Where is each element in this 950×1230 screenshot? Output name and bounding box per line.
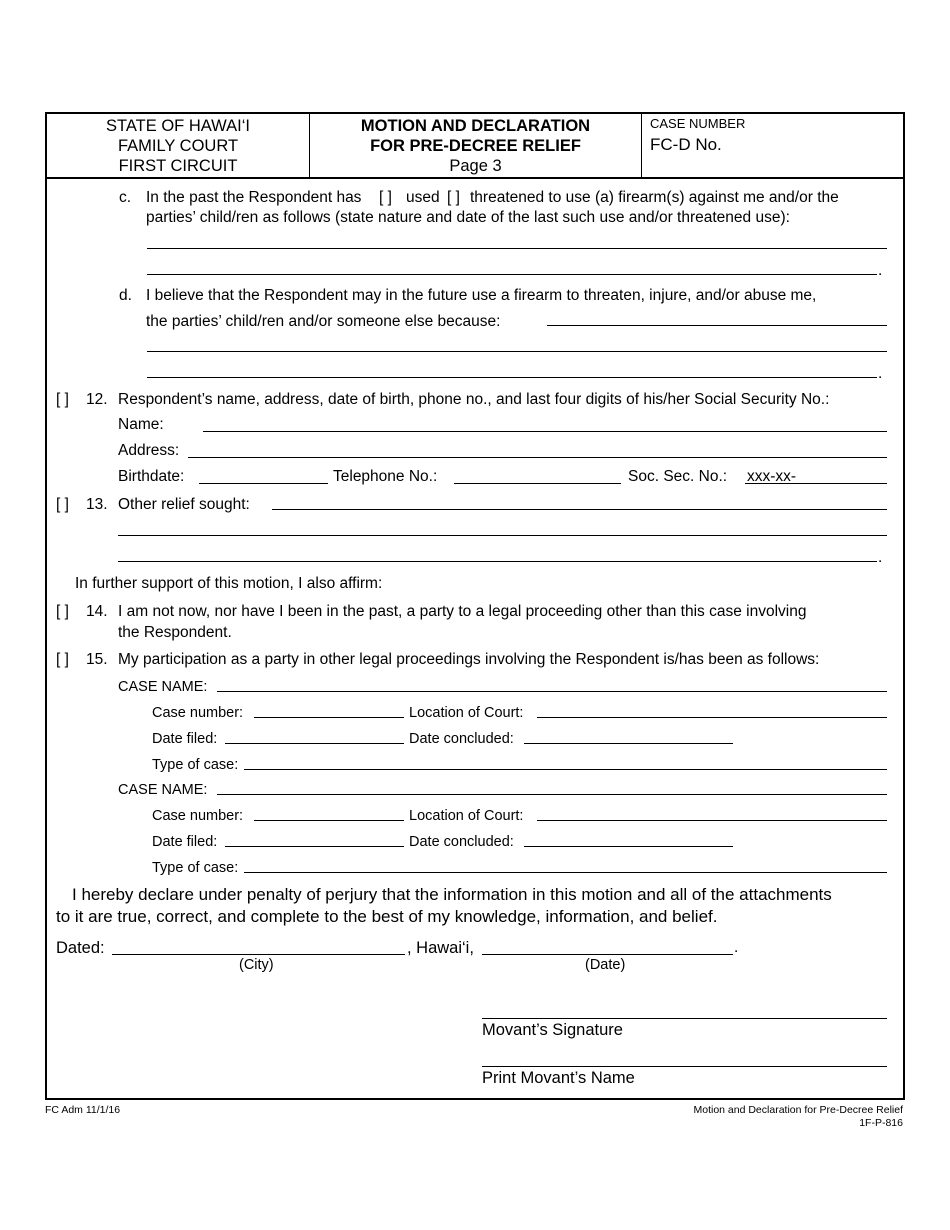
dated-date-field[interactable] [482, 954, 733, 955]
declaration-line2: to it are true, correct, and complete to the best of my knowledge, information, and belief. [56, 907, 718, 926]
item-14-text-line1: I am not now, nor have I been in the past, a party to a legal proceeding other than this case involving [118, 603, 807, 620]
city-caption: (City) [239, 957, 274, 973]
case1-location-label: Location of Court: [409, 705, 524, 721]
dated-hawaii-label: , Hawai‘i, [407, 939, 474, 957]
respondent-name-label: Name: [118, 416, 164, 433]
respondent-ssn-prefix: xxx-xx- [747, 468, 797, 485]
respondent-name-field[interactable] [203, 431, 887, 432]
case1-number-field[interactable] [254, 717, 404, 718]
respondent-telephone-field[interactable] [454, 483, 621, 484]
date-caption: (Date) [585, 957, 626, 973]
further-support-text: In further support of this motion, I also affirm: [75, 575, 383, 592]
respondent-ssn-field[interactable] [745, 483, 887, 484]
case-number-label: CASE NUMBER [650, 116, 746, 131]
item-d-period: . [878, 365, 883, 382]
item-d-answer-line1[interactable] [147, 351, 887, 352]
item-15-checkbox[interactable]: [ ] [56, 651, 69, 668]
case2-type-label: Type of case: [152, 860, 239, 876]
case-number-value: FC-D No. [650, 135, 722, 154]
case2-date-filed-field[interactable] [225, 846, 404, 847]
title-block [310, 116, 641, 176]
item-14-text-line2: the Respondent. [118, 624, 232, 641]
case2-type-field[interactable] [244, 872, 887, 873]
respondent-address-label: Address: [118, 442, 180, 459]
case2-date-filed-label: Date filed: [152, 834, 218, 850]
form-title-line2: FOR PRE-DECREE RELIEF [370, 137, 581, 155]
respondent-ssn-label: Soc. Sec. No.: [628, 468, 728, 485]
other-relief-line0[interactable] [272, 509, 887, 510]
item-d-text-line1: I believe that the Respondent may in the future use a firearm to threaten, injure, and/or abuse me, [146, 287, 817, 304]
other-relief-line1[interactable] [118, 535, 887, 536]
item-c-answer-line1[interactable] [147, 248, 887, 249]
item-13-number: 13. [86, 496, 108, 513]
item-12-text: Respondent’s name, address, date of birth, phone no., and last four digits of his/her Social Security No.: [118, 391, 830, 408]
case1-type-label: Type of case: [152, 757, 239, 773]
dated-city-field[interactable] [112, 954, 405, 955]
case2-location-field[interactable] [537, 820, 887, 821]
page-number: Page 3 [449, 157, 502, 175]
case1-date-filed-label: Date filed: [152, 731, 218, 747]
declaration-line1: I hereby declare under penalty of perjury that the information in this motion and all of the attachments [72, 885, 832, 904]
footer-form-code: FC Adm 11/1/16 [45, 1104, 121, 1116]
case2-date-concluded-field[interactable] [524, 846, 733, 847]
form-title-line1: MOTION AND DECLARATION [360, 117, 591, 135]
item-c-text-line2: parties’ child/ren as follows (state nature and date of the last such use and/or threatened use): [146, 209, 790, 226]
item-13-checkbox[interactable]: [ ] [56, 496, 69, 513]
respondent-address-field[interactable] [188, 457, 887, 458]
item-c-period: . [878, 262, 883, 279]
item-15-number: 15. [86, 651, 108, 668]
case2-name-label: CASE NAME: [118, 782, 208, 798]
case1-number-label: Case number: [152, 705, 244, 721]
case1-location-field[interactable] [537, 717, 887, 718]
court-name: FAMILY COURT [117, 137, 239, 155]
item-c-letter: c. [119, 189, 132, 206]
header-separator-2 [641, 112, 642, 178]
item-d-answer-line0[interactable] [547, 325, 887, 326]
item-13-period: . [878, 549, 883, 566]
item-c-used-checkbox[interactable]: [ ] [379, 189, 392, 206]
movant-signature-field[interactable] [482, 1018, 887, 1019]
case1-date-concluded-field[interactable] [524, 743, 733, 744]
case2-location-label: Location of Court: [409, 808, 524, 824]
respondent-birthdate-field[interactable] [199, 483, 328, 484]
item-13-text: Other relief sought: [118, 496, 250, 513]
item-c-threatened-checkbox[interactable]: [ ] [447, 189, 460, 206]
footer-form-title: Motion and Declaration for Pre-Decree Relief [693, 1104, 903, 1116]
dated-period: . [734, 939, 739, 956]
footer-right [693, 1104, 903, 1130]
case1-name-label: CASE NAME: [118, 679, 208, 695]
court-circuit: FIRST CIRCUIT [118, 157, 238, 175]
item-12-number: 12. [86, 391, 108, 408]
case2-date-concluded-label: Date concluded: [409, 834, 514, 850]
item-c-answer-line2[interactable] [147, 274, 877, 275]
item-c-used-label: used [406, 189, 440, 206]
item-d-letter: d. [119, 287, 132, 304]
dated-label: Dated: [56, 939, 105, 957]
respondent-birthdate-label: Birthdate: [118, 468, 185, 485]
case1-name-field[interactable] [217, 691, 887, 692]
case1-date-concluded-label: Date concluded: [409, 731, 514, 747]
item-14-checkbox[interactable]: [ ] [56, 603, 69, 620]
court-block [47, 116, 309, 176]
item-c-text1: In the past the Respondent has [146, 189, 362, 206]
case2-name-field[interactable] [217, 794, 887, 795]
case1-type-field[interactable] [244, 769, 887, 770]
case2-number-field[interactable] [254, 820, 404, 821]
item-d-text-line2: the parties’ child/ren and/or someone else because: [146, 313, 501, 330]
movant-print-name-label: Print Movant’s Name [482, 1069, 635, 1087]
item-12-checkbox[interactable]: [ ] [56, 391, 69, 408]
case2-number-label: Case number: [152, 808, 244, 824]
case1-date-filed-field[interactable] [225, 743, 404, 744]
movant-signature-label: Movant’s Signature [482, 1021, 623, 1039]
movant-print-name-field[interactable] [482, 1066, 887, 1067]
footer-form-number: 1F-P-816 [859, 1117, 903, 1129]
respondent-telephone-label: Telephone No.: [333, 468, 438, 485]
other-relief-line2[interactable] [118, 561, 877, 562]
item-d-answer-line2[interactable] [147, 377, 877, 378]
item-14-number: 14. [86, 603, 108, 620]
header-divider [45, 177, 905, 179]
court-state: STATE OF HAWAI‘I [106, 117, 250, 135]
item-15-text: My participation as a party in other legal proceedings involving the Respondent is/has been as follows: [118, 651, 820, 668]
item-c-text3: threatened to use (a) firearm(s) against me and/or the [470, 189, 839, 206]
